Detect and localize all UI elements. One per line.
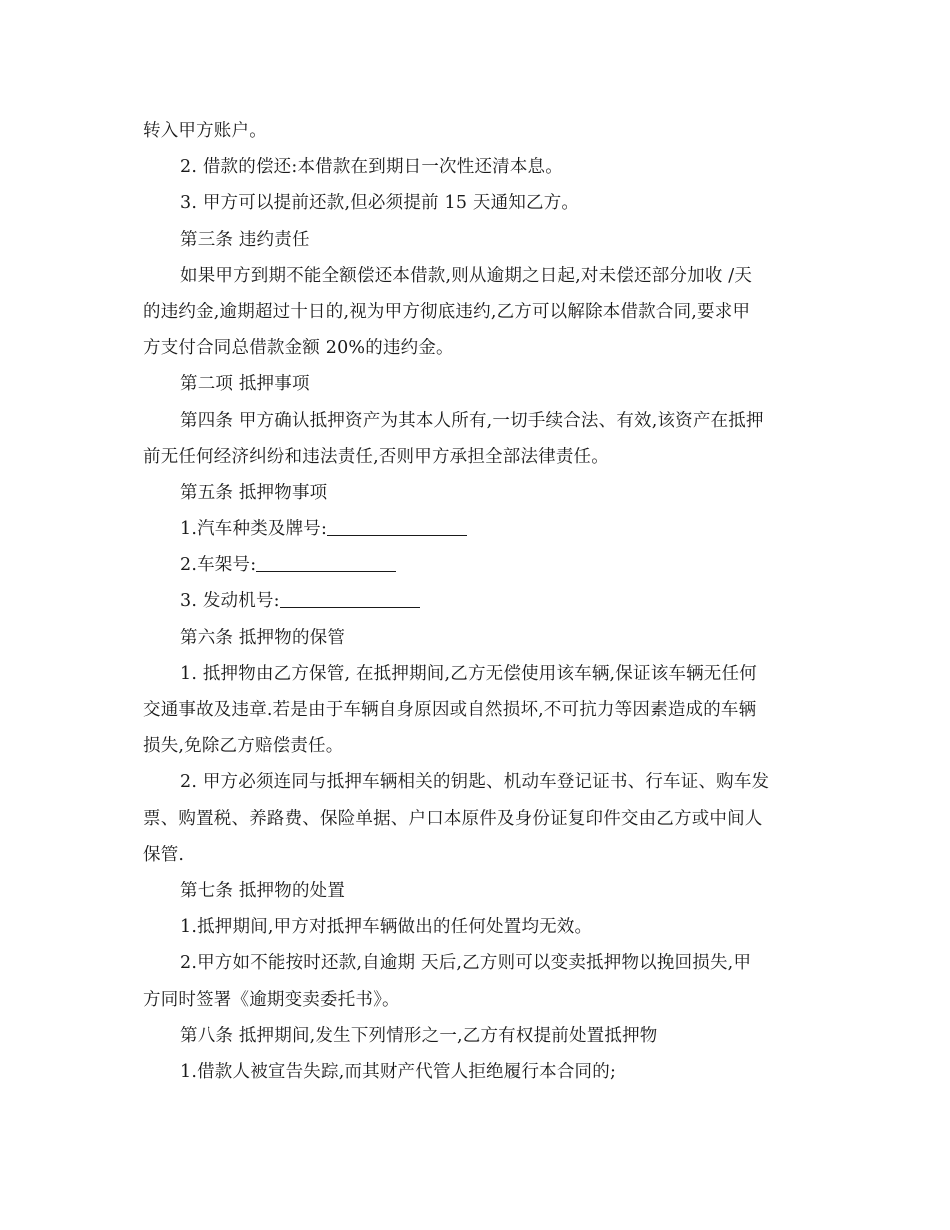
field-label: 2.车架号: xyxy=(180,555,257,576)
paragraph-line: 第四条 甲方确认抵押资产为其本人所有,一切手续合法、有效,该资产在抵押 xyxy=(180,410,764,431)
section-heading: 第六条 抵押物的保管 xyxy=(180,627,346,648)
section-heading: 第八条 抵押期间,发生下列情形之一,乙方有权提前处置抵押物 xyxy=(180,1025,658,1046)
paragraph-line: 1.借款人被宣告失踪,而其财产代管人拒绝履行本合同的; xyxy=(180,1061,617,1082)
paragraph-line: 票、购置税、养路费、保险单据、户口本原件及身份证复印件交由乙方或中间人 xyxy=(143,808,763,829)
fill-in-line xyxy=(143,511,815,547)
field-label: 3. 发动机号: xyxy=(180,591,280,612)
paragraph-line: 如果甲方到期不能全额偿还本借款,则从逾期之日起,对未偿还部分加收 /天 xyxy=(180,265,753,286)
paragraph-line: 的违约金,逾期超过十日的,视为甲方彻底违约,乙方可以解除本借款合同,要求甲 xyxy=(143,301,751,322)
paragraph-line: 2.甲方如不能按时还款,自逾期 天后,乙方则可以变卖抵押物以挽回损失,甲 xyxy=(180,953,752,974)
blank-underline xyxy=(327,517,467,536)
paragraph-line: 损失,免除乙方赔偿责任。 xyxy=(143,736,344,757)
paragraph-line: 方支付合同总借款金额 20%的违约金。 xyxy=(143,338,454,359)
blank-underline xyxy=(280,589,420,608)
paragraph-line: 交通事故及违章.若是由于车辆自身原因或自然损坏,不可抗力等因素造成的车辆 xyxy=(143,700,757,720)
paragraph-line: 保管. xyxy=(143,844,185,865)
paragraph-line: 3. 甲方可以提前还款,但必须提前 15 天通知乙方。 xyxy=(180,193,580,214)
paragraph-line: 2. 甲方必须连同与抵押车辆相关的钥匙、机动车登记证书、行车证、购车发 xyxy=(180,772,770,793)
field-label: 1.汽车种类及牌号: xyxy=(180,519,328,540)
paragraph-line: 方同时签署《逾期变卖委托书》。 xyxy=(143,989,400,1010)
section-heading: 第五条 抵押物事项 xyxy=(180,482,328,503)
paragraph-line: 2. 借款的偿还:本借款在到期日一次性还清本息。 xyxy=(180,157,563,178)
section-heading: 第二项 抵押事项 xyxy=(180,374,310,395)
section-heading: 第三条 违约责任 xyxy=(180,229,310,250)
blank-underline xyxy=(256,553,396,572)
fill-in-line xyxy=(143,547,815,583)
paragraph-line: 转入甲方账户。 xyxy=(143,121,267,141)
document-body xyxy=(143,113,815,1090)
fill-in-line xyxy=(143,583,815,619)
section-heading: 第七条 抵押物的处置 xyxy=(180,880,346,901)
paragraph-line: 前无任何经济纠纷和违法责任,否则甲方承担全部法律责任。 xyxy=(143,446,609,467)
paragraph-line: 1.抵押期间,甲方对抵押车辆做出的任何处置均无效。 xyxy=(180,917,593,938)
paragraph-line: 1. 抵押物由乙方保管, 在抵押期间,乙方无偿使用该车辆,保证该车辆无任何 xyxy=(180,663,757,684)
